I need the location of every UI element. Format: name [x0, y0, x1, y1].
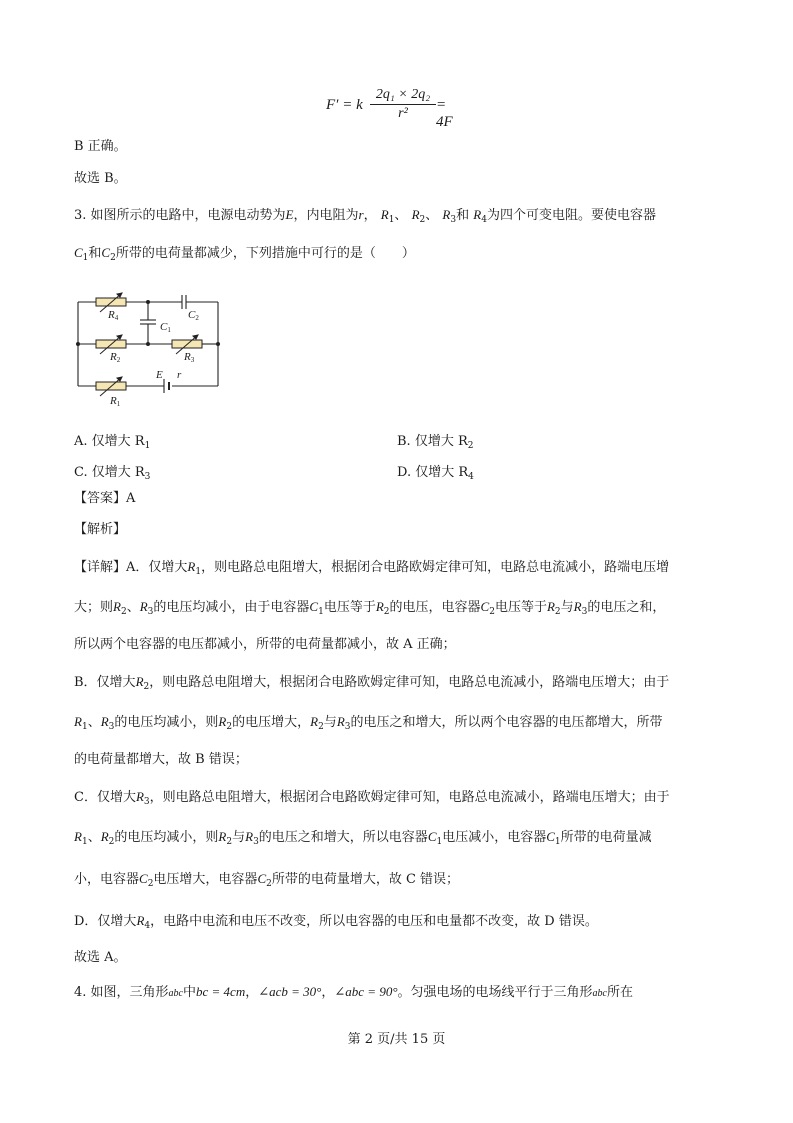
- label-r3: R3: [184, 351, 195, 364]
- detail-a-line-2: 大；则$R_2$、$R_3$的电压均减小，由于电容器$C_1$电压等于$R_2$的电压，电容器$C_2$电压等于$R_2$与$R_3$的电压之和，: [74, 599, 666, 617]
- detail-b-line-3: 的电荷量都增大，故 B 错误；: [74, 752, 248, 767]
- formula-denominator: r²: [398, 106, 408, 121]
- force-formula: [326, 86, 466, 130]
- q3-line-1: 3. 如图所示的电路中，电源电动势为E，内电阻为r， $R_1$、 $R_2$、 $R_3$和 $R_4$为四个可变电阻。要使电容器: [74, 207, 656, 225]
- label-r: r: [177, 369, 182, 381]
- label-r1: R1: [110, 395, 121, 408]
- label-r2: R2: [110, 351, 121, 364]
- option-d: D. 仅增大 $R_4$: [397, 465, 474, 482]
- choose-a-text: 故选 A。: [74, 950, 127, 965]
- formula-fraction: [370, 86, 436, 123]
- choose-b-text: 故选 B。: [74, 171, 127, 186]
- label-c2: C2: [188, 309, 199, 322]
- analysis-heading: 【解析】: [74, 522, 127, 537]
- page-footer: 第 2 页/共 15 页: [347, 1032, 446, 1047]
- detail-b-line-2: $R_1$、$R_3$的电压均减小，则$R_2$的电压增大，$R_2$与$R_3$的电压之和增大，所以两个电容器的电压都增大，所带: [74, 714, 663, 732]
- q3-line-2: $C_1$和$C_2$所带的电荷量都减少，下列措施中可行的是（ ）: [74, 245, 415, 263]
- detail-a-line-3: 所以两个电容器的电压都减小，所带的电荷量都减小，故 A 正确；: [74, 637, 456, 652]
- detail-c-line-1: C．仅增大$R_3$，则电路总电阻增大，根据闭合电路欧姆定律可知，电路总电流减小，路端电压增大；由于: [74, 789, 670, 807]
- label-r4: R4: [108, 309, 119, 322]
- answer-text: 【答案】A: [74, 491, 136, 506]
- detail-c-line-3: 小，电容器$C_2$电压增大，电容器$C_2$所带的电荷量增大，故 C 错误；: [74, 871, 460, 889]
- detail-a-line-1: 【详解】A．仅增大$R_1$，则电路总电阻增大，根据闭合电路欧姆定律可知，电路总电流减小，路端电压增: [74, 559, 670, 577]
- b-correct-text: B 正确。: [74, 139, 127, 154]
- option-c: C. 仅增大 $R_3$: [74, 465, 151, 482]
- detail-c-line-2: $R_1$、$R_2$的电压均减小，则$R_2$与$R_3$的电压之和增大，所以电容器$C_1$电压减小，电容器$C_1$所带的电荷量减: [74, 829, 652, 847]
- option-b: B. 仅增大 $R_2$: [397, 434, 474, 451]
- detail-d-line-1: D．仅增大$R_4$，电路中电流和电压不改变，所以电容器的电压和电量都不改变，故 D 错误。: [74, 913, 598, 931]
- formula-numerator: 2q₁ × 2q₂: [370, 86, 436, 105]
- formula-rhs: = 4F: [436, 97, 453, 130]
- q4-line-1: 4. 如图，三角形abc中bc = 4cm，∠acb = 30°，∠abc = 90°。匀强电场的电场线平行于三角形abc所在: [74, 984, 634, 1000]
- circuit-diagram: [76, 292, 226, 410]
- option-a: A. 仅增大 $R_1$: [74, 434, 151, 451]
- label-c1: C1: [160, 321, 171, 334]
- detail-b-line-1: B．仅增大$R_2$，则电路总电阻增大，根据闭合电路欧姆定律可知，电路总电流减小，路端电压增大；由于: [74, 674, 670, 692]
- formula-lhs: F′ = k: [326, 97, 363, 113]
- label-e: E: [156, 369, 163, 381]
